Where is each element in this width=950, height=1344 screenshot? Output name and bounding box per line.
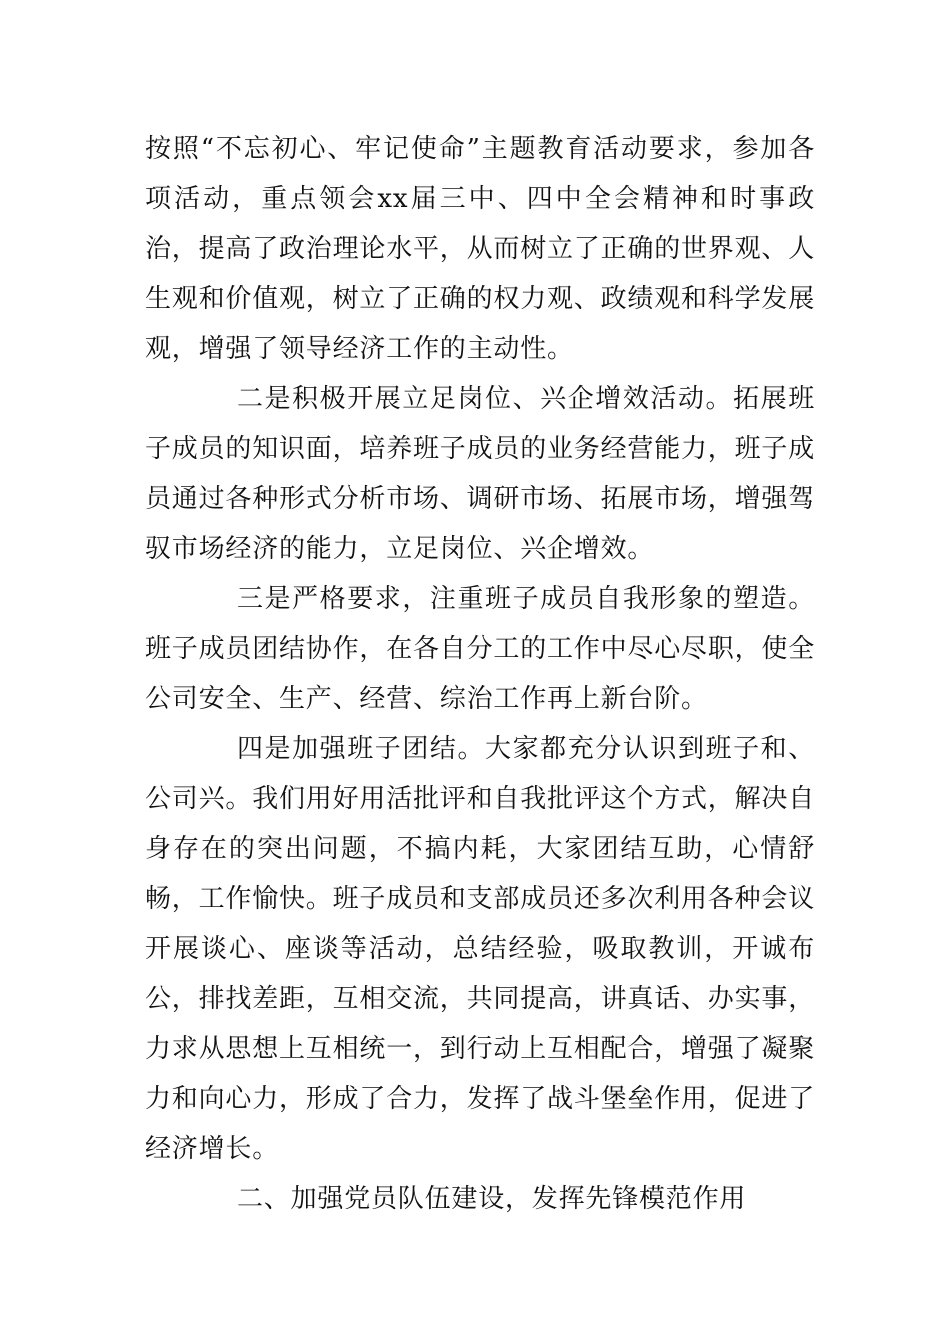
paragraph-team-unity: 四是加强班子团结。大家都充分认识到班子和、公司兴。我们用好用活批评和自我批评这个方式，解决自身存在的突出问题，不搞内耗，大家团结互助，心情舒畅，工作愉快。班子成员和支部成员还多次利用各种会议开展谈心、座谈等活动，总结经验，吸取教训，开诚布公，排找差距，互相交流，共同提高，讲真话、办实事，力求从思想上互相统一，到行动上互相配合，增强了凝聚力和向心力，形成了合力，发挥了战斗堡垒作用，促进了经济增长。 [145,734,816,1164]
paragraph-post-activities: 二是积极开展立足岗位、兴企增效活动。拓展班子成员的知识面，培养班子成员的业务经营能力，班子成员通过各种形式分析市场、调研市场、拓展市场，增强驾驭市场经济的能力，立足岗位、兴企增效。 [145,384,816,564]
paragraph-strict-requirements: 三是严格要求，注重班子成员自我形象的塑造。班子成员团结协作，在各自分工的工作中尽心尽职，使全公司安全、生产、经营、综治工作再上新台阶。 [145,584,816,714]
document-body [145,124,815,1224]
section-heading: 二、加强党员队伍建设，发挥先锋模范作用 [237,1184,747,1214]
paragraph-study-activities: 按照“不忘初心、牢记使命”主题教育活动要求，参加各项活动，重点领会xx届三中、四中全会精神和时事政治，提高了政治理论水平，从而树立了正确的世界观、人生观和价值观，树立了正确的权力观、政绩观和科学发展观，增强了领导经济工作的主动性。 [145,134,816,364]
